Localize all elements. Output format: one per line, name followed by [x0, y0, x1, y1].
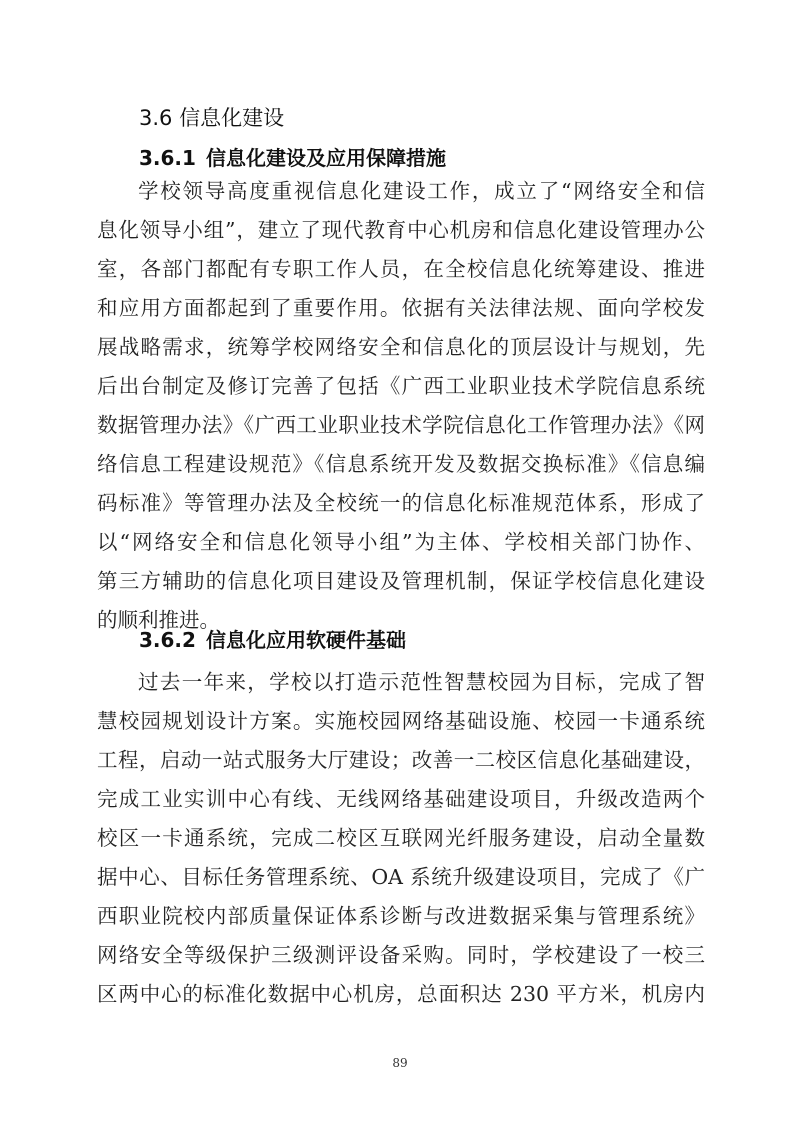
text-line: 以“网络安全和信息化领导小组”为主体、学校相关部门协作、 [97, 530, 705, 554]
text-line: 慧校园规划设计方案。实施校园网络基础设施、校园一卡通系统 [97, 709, 705, 733]
text-line: 学校领导高度重视信息化建设工作，成立了“网络安全和信 [138, 179, 705, 203]
subsection-title: 信息化应用软硬件基础 [205, 628, 406, 652]
text-line: 第三方辅助的信息化项目建设及管理机制，保证学校信息化建设 [97, 569, 705, 593]
text-line: 网络安全等级保护三级测评设备采购。同时，学校建设了一校三 [97, 943, 705, 967]
text-line: 室，各部门都配有专职工作人员，在全校信息化统筹建设、推进 [97, 257, 705, 281]
text-line: 工程，启动一站式服务大厅建设；改善一二校区信息化基础建设， [97, 748, 705, 772]
text-line: 西职业院校内部质量保证体系诊断与改进数据采集与管理系统》 [97, 904, 705, 928]
text-line: 据中心、目标任务管理系统、OA 系统升级建设项目，完成了《广 [97, 865, 705, 889]
subsection-heading-2 [139, 625, 406, 655]
page-number: 89 [392, 1056, 408, 1070]
text-line: 过去一年来，学校以打造示范性智慧校园为目标，完成了智 [138, 670, 705, 694]
subsection-number: 3.6.2 [139, 628, 196, 652]
text-line: 息化领导小组”，建立了现代教育中心机房和信息化建设管理办公 [97, 218, 705, 242]
text-line: 和应用方面都起到了重要作用。依据有关法律法规、面向学校发 [97, 296, 705, 320]
subsection-heading-1 [139, 143, 446, 173]
paragraph-2 [97, 663, 705, 1014]
paragraph-1 [97, 172, 705, 640]
text-line: 码标准》等管理办法及全校统一的信息化标准规范体系，形成了 [97, 491, 705, 515]
section-heading: 3.6 信息化建设 [139, 106, 285, 130]
subsection-number: 3.6.1 [139, 146, 196, 170]
text-line: 数据管理办法》《广西工业职业技术学院信息化工作管理办法》《网 [97, 413, 705, 437]
text-line: 区两中心的标准化数据中心机房，总面积达 230 平方米，机房内 [97, 982, 705, 1006]
text-line: 校区一卡通系统，完成二校区互联网光纤服务建设，启动全量数 [97, 826, 705, 850]
text-line: 完成工业实训中心有线、无线网络基础建设项目，升级改造两个 [97, 787, 705, 811]
subsection-title: 信息化建设及应用保障措施 [205, 146, 446, 170]
text-line: 后出台制定及修订完善了包括《广西工业职业技术学院信息系统 [97, 374, 705, 398]
text-line: 的顺利推进。 [97, 608, 220, 632]
text-line: 络信息工程建设规范》《信息系统开发及数据交换标准》《信息编 [97, 452, 705, 476]
text-line: 展战略需求，统筹学校网络安全和信息化的顶层设计与规划，先 [97, 335, 705, 359]
